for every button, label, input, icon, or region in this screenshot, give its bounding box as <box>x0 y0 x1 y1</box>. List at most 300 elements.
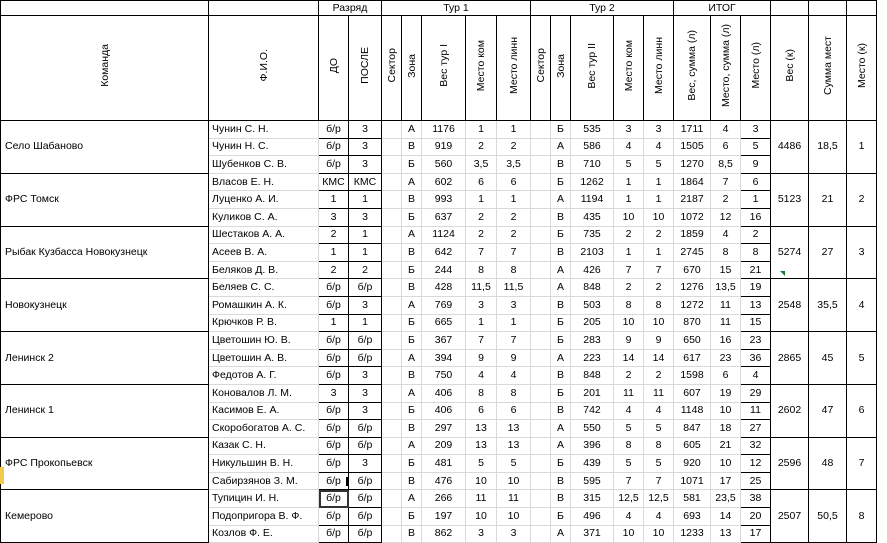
cell-sektor1[interactable] <box>382 226 402 244</box>
cell-fio[interactable]: Чунин Н. С. <box>209 138 319 156</box>
cell-mesto-kom2[interactable]: 2 <box>614 226 644 244</box>
cell-zona1[interactable]: Б <box>402 508 422 526</box>
cell-zona1[interactable]: А <box>402 173 422 191</box>
cell-posle[interactable]: б/р <box>349 437 382 455</box>
cell-zona2[interactable]: В <box>551 156 571 174</box>
cell-mesto-kom1[interactable]: 13 <box>466 437 497 455</box>
cell-posle[interactable]: 1 <box>349 226 382 244</box>
cell-do[interactable]: КМС <box>319 173 349 191</box>
cell-fio[interactable]: Казак С. Н. <box>209 437 319 455</box>
cell-zona1[interactable]: Б <box>402 332 422 350</box>
cell-mesto-l[interactable]: 4 <box>741 367 771 385</box>
cell-posle[interactable]: 2 <box>349 261 382 279</box>
cell-ves2[interactable]: 586 <box>571 138 614 156</box>
cell-ves1[interactable]: 406 <box>422 384 466 402</box>
cell-ves1[interactable]: 476 <box>422 472 466 490</box>
cell-mesto-sum[interactable]: 10 <box>711 402 741 420</box>
cell-mesto-linn1[interactable]: 10 <box>497 508 531 526</box>
cell-mesto-k[interactable]: 3 <box>847 226 877 279</box>
cell-sektor1[interactable] <box>382 314 402 332</box>
cell-ves-sum[interactable]: 870 <box>674 314 711 332</box>
team-name-cell[interactable]: Кемерово <box>1 490 209 543</box>
cell-fio[interactable]: Цветошин А. В. <box>209 349 319 367</box>
cell-ves-sum[interactable]: 670 <box>674 261 711 279</box>
cell-mesto-l[interactable]: 20 <box>741 508 771 526</box>
cell-posle[interactable]: б/р <box>349 420 382 438</box>
cell-sektor2[interactable] <box>531 191 551 209</box>
cell-summa-mest[interactable]: 50,5 <box>809 490 847 543</box>
cell-zona2[interactable]: Б <box>551 332 571 350</box>
cell-posle[interactable]: б/р <box>349 490 382 508</box>
cell-mesto-kom1[interactable]: 13 <box>466 420 497 438</box>
cell-mesto-linn2[interactable]: 5 <box>644 455 674 473</box>
cell-mesto-kom2[interactable]: 10 <box>614 314 644 332</box>
cell-zona1[interactable]: В <box>402 191 422 209</box>
cell-ves-sum[interactable]: 1071 <box>674 472 711 490</box>
cell-sektor1[interactable] <box>382 437 402 455</box>
cell-ves2[interactable]: 371 <box>571 525 614 543</box>
cell-ves-sum[interactable]: 1233 <box>674 525 711 543</box>
cell-mesto-sum[interactable]: 10 <box>711 455 741 473</box>
cell-mesto-linn1[interactable]: 10 <box>497 472 531 490</box>
cell-zona2[interactable]: А <box>551 525 571 543</box>
cell-ves1[interactable]: 266 <box>422 490 466 508</box>
cell-mesto-linn2[interactable]: 10 <box>644 525 674 543</box>
cell-mesto-kom1[interactable]: 1 <box>466 121 497 139</box>
cell-ves1[interactable]: 428 <box>422 279 466 297</box>
cell-zona2[interactable]: А <box>551 191 571 209</box>
cell-zona2[interactable]: Б <box>551 173 571 191</box>
group-tur2[interactable]: Тур 2 <box>531 1 674 16</box>
cell-sektor2[interactable] <box>531 508 551 526</box>
cell-mesto-linn2[interactable]: 7 <box>644 472 674 490</box>
cell-mesto-linn1[interactable]: 7 <box>497 244 531 262</box>
cell-sektor1[interactable] <box>382 472 402 490</box>
cell-posle[interactable]: 1 <box>349 244 382 262</box>
col-team[interactable]: Команда <box>1 16 209 121</box>
cell-mesto-linn1[interactable]: 8 <box>497 261 531 279</box>
cell-ves2[interactable]: 595 <box>571 472 614 490</box>
cell-mesto-kom1[interactable]: 1 <box>466 314 497 332</box>
header-blank-cell[interactable] <box>809 1 847 16</box>
cell-sektor1[interactable] <box>382 384 402 402</box>
cell-zona2[interactable]: В <box>551 367 571 385</box>
cell-ves1[interactable]: 197 <box>422 508 466 526</box>
cell-mesto-kom2[interactable]: 5 <box>614 156 644 174</box>
cell-zona2[interactable]: Б <box>551 508 571 526</box>
cell-mesto-kom1[interactable]: 7 <box>466 332 497 350</box>
cell-fio[interactable]: Касимов Е. А. <box>209 402 319 420</box>
cell-mesto-kom1[interactable]: 10 <box>466 472 497 490</box>
cell-ves-sum[interactable]: 920 <box>674 455 711 473</box>
cell-mesto-kom1[interactable]: 11 <box>466 490 497 508</box>
cell-mesto-sum[interactable]: 6 <box>711 367 741 385</box>
cell-fio[interactable]: Крючков Р. В. <box>209 314 319 332</box>
cell-zona2[interactable]: Б <box>551 384 571 402</box>
cell-mesto-linn2[interactable]: 4 <box>644 402 674 420</box>
col-ves-k[interactable]: Вес (к) <box>771 16 809 121</box>
cell-zona2[interactable]: Б <box>551 226 571 244</box>
cell-mesto-sum[interactable]: 14 <box>711 508 741 526</box>
col-mesto-k[interactable]: Место (к) <box>847 16 877 121</box>
cell-ves-k[interactable]: 2596 <box>771 437 809 490</box>
cell-do[interactable]: 1 <box>319 244 349 262</box>
cell-ves-sum[interactable]: 1072 <box>674 208 711 226</box>
cell-sektor1[interactable] <box>382 191 402 209</box>
cell-mesto-sum[interactable]: 7 <box>711 173 741 191</box>
cell-zona2[interactable]: Б <box>551 455 571 473</box>
cell-do[interactable]: б/р <box>319 156 349 174</box>
cell-mesto-linn2[interactable]: 9 <box>644 332 674 350</box>
cell-mesto-kom2[interactable]: 14 <box>614 349 644 367</box>
cell-posle[interactable]: б/р <box>349 525 382 543</box>
cell-ves-sum[interactable]: 1505 <box>674 138 711 156</box>
cell-mesto-linn1[interactable]: 1 <box>497 121 531 139</box>
cell-ves1[interactable]: 406 <box>422 402 466 420</box>
cell-fio[interactable]: Власов Е. Н. <box>209 173 319 191</box>
cell-ves1[interactable]: 244 <box>422 261 466 279</box>
cell-mesto-kom2[interactable]: 8 <box>614 437 644 455</box>
cell-mesto-kom2[interactable]: 10 <box>614 525 644 543</box>
cell-fio[interactable]: Подопригора В. Ф. <box>209 508 319 526</box>
cell-ves1[interactable]: 394 <box>422 349 466 367</box>
cell-zona2[interactable]: В <box>551 472 571 490</box>
cell-do[interactable]: б/р <box>319 455 349 473</box>
cell-posle[interactable]: б/р <box>349 332 382 350</box>
cell-mesto-kom2[interactable]: 1 <box>614 244 644 262</box>
cell-mesto-kom1[interactable]: 2 <box>466 138 497 156</box>
cell-do[interactable]: б/р <box>319 367 349 385</box>
cell-ves1[interactable]: 367 <box>422 332 466 350</box>
team-name-cell[interactable]: ФРС Прокопьевск <box>1 437 209 490</box>
cell-mesto-sum[interactable]: 23 <box>711 349 741 367</box>
cell-sektor1[interactable] <box>382 138 402 156</box>
header-blank-cell[interactable] <box>209 1 319 16</box>
cell-mesto-sum[interactable]: 4 <box>711 226 741 244</box>
cell-mesto-l[interactable]: 17 <box>741 525 771 543</box>
cell-mesto-linn1[interactable]: 11,5 <box>497 279 531 297</box>
cell-sektor1[interactable] <box>382 349 402 367</box>
cell-mesto-kom2[interactable]: 9 <box>614 332 644 350</box>
col-mesto-linn2[interactable]: Место линн <box>644 16 674 121</box>
cell-ves-sum[interactable]: 605 <box>674 437 711 455</box>
cell-ves-sum[interactable]: 2745 <box>674 244 711 262</box>
cell-mesto-l[interactable]: 5 <box>741 138 771 156</box>
cell-mesto-kom2[interactable]: 11 <box>614 384 644 402</box>
cell-sektor2[interactable] <box>531 208 551 226</box>
cell-mesto-l[interactable]: 15 <box>741 314 771 332</box>
cell-mesto-sum[interactable]: 11 <box>711 314 741 332</box>
cell-ves2[interactable]: 1194 <box>571 191 614 209</box>
cell-fio[interactable]: Никульшин В. Н. <box>209 455 319 473</box>
cell-ves1[interactable]: 919 <box>422 138 466 156</box>
cell-do[interactable]: б/р <box>319 121 349 139</box>
cell-ves-sum[interactable]: 1270 <box>674 156 711 174</box>
team-name-cell[interactable]: Село Шабаново <box>1 121 209 174</box>
cell-ves1[interactable]: 297 <box>422 420 466 438</box>
cell-mesto-linn1[interactable]: 6 <box>497 402 531 420</box>
cell-mesto-linn2[interactable]: 14 <box>644 349 674 367</box>
cell-mesto-linn2[interactable]: 2 <box>644 226 674 244</box>
cell-zona1[interactable]: В <box>402 525 422 543</box>
cell-sektor2[interactable] <box>531 420 551 438</box>
cell-ves1[interactable]: 209 <box>422 437 466 455</box>
cell-mesto-sum[interactable]: 2 <box>711 191 741 209</box>
cell-ves2[interactable]: 735 <box>571 226 614 244</box>
col-zona2[interactable]: Зона <box>551 16 571 121</box>
header-blank-cell[interactable] <box>847 1 877 16</box>
cell-mesto-k[interactable]: 6 <box>847 384 877 437</box>
cell-mesto-l[interactable]: 13 <box>741 296 771 314</box>
cell-mesto-k[interactable]: 7 <box>847 437 877 490</box>
cell-mesto-kom2[interactable]: 4 <box>614 508 644 526</box>
cell-zona2[interactable]: Б <box>551 314 571 332</box>
cell-mesto-linn1[interactable]: 5 <box>497 455 531 473</box>
cell-mesto-linn2[interactable]: 11 <box>644 384 674 402</box>
cell-mesto-linn1[interactable]: 3 <box>497 525 531 543</box>
cell-ves1[interactable]: 1176 <box>422 121 466 139</box>
cell-ves2[interactable]: 710 <box>571 156 614 174</box>
cell-sektor2[interactable] <box>531 490 551 508</box>
cell-summa-mest[interactable]: 27 <box>809 226 847 279</box>
cell-sektor2[interactable] <box>531 525 551 543</box>
cell-do[interactable]: б/р <box>319 138 349 156</box>
cell-fio[interactable]: Луценко А. И. <box>209 191 319 209</box>
cell-ves2[interactable]: 503 <box>571 296 614 314</box>
cell-sektor2[interactable] <box>531 296 551 314</box>
cell-mesto-kom1[interactable]: 11,5 <box>466 279 497 297</box>
cell-zona1[interactable]: В <box>402 420 422 438</box>
cell-mesto-linn2[interactable]: 1 <box>644 173 674 191</box>
col-summa-mest[interactable]: Сумма мест <box>809 16 847 121</box>
cell-mesto-sum[interactable]: 13 <box>711 525 741 543</box>
cell-do[interactable]: б/р <box>319 490 349 508</box>
cell-ves2[interactable]: 283 <box>571 332 614 350</box>
cell-posle[interactable]: 1 <box>349 314 382 332</box>
cell-ves-sum[interactable]: 650 <box>674 332 711 350</box>
cell-sektor1[interactable] <box>382 367 402 385</box>
cell-ves2[interactable]: 742 <box>571 402 614 420</box>
cell-zona2[interactable]: В <box>551 490 571 508</box>
cell-do[interactable]: б/р <box>319 472 349 490</box>
cell-mesto-kom2[interactable]: 12,5 <box>614 490 644 508</box>
cell-ves-sum[interactable]: 1272 <box>674 296 711 314</box>
cell-mesto-k[interactable]: 2 <box>847 173 877 226</box>
cell-mesto-l[interactable]: 25 <box>741 472 771 490</box>
cell-do[interactable]: б/р <box>319 437 349 455</box>
header-blank-cell[interactable] <box>771 1 809 16</box>
cell-mesto-kom2[interactable]: 2 <box>614 367 644 385</box>
col-ves-sum[interactable]: Вес, сумма (л) <box>674 16 711 121</box>
cell-mesto-linn2[interactable]: 8 <box>644 437 674 455</box>
cell-mesto-l[interactable]: 29 <box>741 384 771 402</box>
cell-ves-sum[interactable]: 1864 <box>674 173 711 191</box>
cell-sektor2[interactable] <box>531 279 551 297</box>
cell-fio[interactable]: Сабирзянов З. М. <box>209 472 319 490</box>
cell-posle[interactable]: КМС <box>349 173 382 191</box>
cell-mesto-k[interactable]: 4 <box>847 279 877 332</box>
cell-zona1[interactable]: А <box>402 349 422 367</box>
cell-do[interactable]: б/р <box>319 349 349 367</box>
cell-sektor2[interactable] <box>531 455 551 473</box>
cell-mesto-kom1[interactable]: 3,5 <box>466 156 497 174</box>
cell-sektor1[interactable] <box>382 208 402 226</box>
cell-fio[interactable]: Ромашкин А. К. <box>209 296 319 314</box>
cell-mesto-sum[interactable]: 23,5 <box>711 490 741 508</box>
cell-zona1[interactable]: А <box>402 490 422 508</box>
cell-zona1[interactable]: В <box>402 244 422 262</box>
cell-sektor2[interactable] <box>531 314 551 332</box>
cell-ves1[interactable]: 862 <box>422 525 466 543</box>
cell-do[interactable]: б/р <box>319 508 349 526</box>
cell-sektor2[interactable] <box>531 367 551 385</box>
cell-mesto-kom2[interactable]: 8 <box>614 296 644 314</box>
cell-mesto-kom2[interactable]: 4 <box>614 402 644 420</box>
cell-posle[interactable]: 3 <box>349 138 382 156</box>
cell-summa-mest[interactable]: 35,5 <box>809 279 847 332</box>
cell-mesto-kom2[interactable]: 7 <box>614 472 644 490</box>
cell-ves-sum[interactable]: 1598 <box>674 367 711 385</box>
cell-mesto-k[interactable]: 8 <box>847 490 877 543</box>
cell-mesto-l[interactable]: 9 <box>741 156 771 174</box>
cell-posle[interactable]: 3 <box>349 208 382 226</box>
cell-zona1[interactable]: Б <box>402 455 422 473</box>
cell-mesto-kom1[interactable]: 9 <box>466 349 497 367</box>
cell-mesto-linn1[interactable]: 9 <box>497 349 531 367</box>
cell-mesto-linn1[interactable]: 1 <box>497 314 531 332</box>
cell-sektor1[interactable] <box>382 402 402 420</box>
cell-ves-sum[interactable]: 581 <box>674 490 711 508</box>
cell-mesto-linn2[interactable]: 7 <box>644 261 674 279</box>
cell-sektor2[interactable] <box>531 402 551 420</box>
cell-fio[interactable]: Скоробогатов А. С. <box>209 420 319 438</box>
cell-mesto-sum[interactable]: 13,5 <box>711 279 741 297</box>
team-name-cell[interactable]: Ленинск 1 <box>1 384 209 437</box>
cell-sektor2[interactable] <box>531 472 551 490</box>
cell-fio[interactable]: Куликов С. А. <box>209 208 319 226</box>
cell-zona2[interactable]: В <box>551 244 571 262</box>
col-fio[interactable]: Ф.И.О. <box>209 16 319 121</box>
group-tur1[interactable]: Тур 1 <box>382 1 531 16</box>
cell-ves2[interactable]: 1262 <box>571 173 614 191</box>
cell-mesto-linn2[interactable]: 10 <box>644 208 674 226</box>
col-do[interactable]: ДО <box>319 16 349 121</box>
cell-mesto-l[interactable]: 21 <box>741 261 771 279</box>
cell-fio[interactable]: Коновалов Л. М. <box>209 384 319 402</box>
cell-mesto-linn1[interactable]: 1 <box>497 191 531 209</box>
cell-sektor2[interactable] <box>531 332 551 350</box>
cell-sektor2[interactable] <box>531 349 551 367</box>
cell-fio[interactable]: Беляков Д. В. <box>209 261 319 279</box>
cell-mesto-sum[interactable]: 4 <box>711 121 741 139</box>
cell-mesto-l[interactable]: 11 <box>741 402 771 420</box>
cell-ves1[interactable]: 481 <box>422 455 466 473</box>
col-sektor1[interactable]: Сектор <box>382 16 402 121</box>
cell-mesto-linn2[interactable]: 8 <box>644 296 674 314</box>
cell-posle[interactable]: б/р <box>349 472 382 490</box>
cell-ves-k[interactable]: 2548 <box>771 279 809 332</box>
cell-sektor2[interactable] <box>531 261 551 279</box>
cell-ves1[interactable]: 993 <box>422 191 466 209</box>
cell-mesto-kom2[interactable]: 2 <box>614 279 644 297</box>
cell-ves-sum[interactable]: 1859 <box>674 226 711 244</box>
cell-zona1[interactable]: Б <box>402 261 422 279</box>
cell-do[interactable]: 2 <box>319 226 349 244</box>
cell-mesto-linn1[interactable]: 13 <box>497 437 531 455</box>
cell-mesto-linn2[interactable]: 5 <box>644 420 674 438</box>
cell-ves-k[interactable]: 2507 <box>771 490 809 543</box>
cell-summa-mest[interactable]: 18,5 <box>809 121 847 174</box>
cell-ves1[interactable]: 602 <box>422 173 466 191</box>
cell-mesto-linn1[interactable]: 13 <box>497 420 531 438</box>
cell-posle[interactable]: 3 <box>349 367 382 385</box>
cell-mesto-linn2[interactable]: 4 <box>644 138 674 156</box>
cell-zona2[interactable]: В <box>551 296 571 314</box>
col-ves2[interactable]: Вес тур II <box>571 16 614 121</box>
cell-sektor2[interactable] <box>531 244 551 262</box>
cell-mesto-sum[interactable]: 12 <box>711 208 741 226</box>
cell-sektor1[interactable] <box>382 279 402 297</box>
cell-mesto-linn1[interactable]: 3,5 <box>497 156 531 174</box>
cell-zona2[interactable]: В <box>551 208 571 226</box>
cell-sektor1[interactable] <box>382 261 402 279</box>
cell-ves2[interactable]: 201 <box>571 384 614 402</box>
cell-ves-k[interactable]: 2602 <box>771 384 809 437</box>
cell-sektor2[interactable] <box>531 121 551 139</box>
cell-zona1[interactable]: А <box>402 384 422 402</box>
cell-ves2[interactable]: 396 <box>571 437 614 455</box>
cell-ves1[interactable]: 642 <box>422 244 466 262</box>
cell-ves-k[interactable]: 5274 <box>771 226 809 279</box>
cell-mesto-l[interactable]: 1 <box>741 191 771 209</box>
cell-sektor1[interactable] <box>382 173 402 191</box>
cell-zona1[interactable]: Б <box>402 156 422 174</box>
cell-zona1[interactable]: В <box>402 279 422 297</box>
team-name-cell[interactable]: Новокузнецк <box>1 279 209 332</box>
cell-sektor1[interactable] <box>382 508 402 526</box>
cell-ves2[interactable]: 205 <box>571 314 614 332</box>
cell-mesto-l[interactable]: 38 <box>741 490 771 508</box>
cell-zona2[interactable]: А <box>551 349 571 367</box>
cell-ves2[interactable]: 2103 <box>571 244 614 262</box>
cell-ves2[interactable]: 435 <box>571 208 614 226</box>
cell-mesto-l[interactable]: 16 <box>741 208 771 226</box>
cell-mesto-kom1[interactable]: 6 <box>466 173 497 191</box>
cell-mesto-sum[interactable]: 8,5 <box>711 156 741 174</box>
cell-mesto-linn1[interactable]: 11 <box>497 490 531 508</box>
cell-mesto-linn1[interactable]: 7 <box>497 332 531 350</box>
col-posle[interactable]: ПОСЛЕ <box>349 16 382 121</box>
cell-zona2[interactable]: А <box>551 261 571 279</box>
cell-mesto-linn1[interactable]: 2 <box>497 208 531 226</box>
cell-ves1[interactable]: 665 <box>422 314 466 332</box>
cell-zona2[interactable]: А <box>551 279 571 297</box>
cell-ves1[interactable]: 637 <box>422 208 466 226</box>
cell-sektor2[interactable] <box>531 226 551 244</box>
cell-do[interactable]: б/р <box>319 296 349 314</box>
cell-zona2[interactable]: В <box>551 402 571 420</box>
cell-zona1[interactable]: В <box>402 138 422 156</box>
header-blank-cell[interactable] <box>1 1 209 16</box>
group-razryad[interactable]: Разряд <box>319 1 382 16</box>
cell-ves2[interactable]: 223 <box>571 349 614 367</box>
cell-sektor2[interactable] <box>531 384 551 402</box>
cell-ves2[interactable]: 848 <box>571 279 614 297</box>
cell-mesto-linn2[interactable]: 2 <box>644 279 674 297</box>
cell-zona1[interactable]: Б <box>402 314 422 332</box>
cell-ves-sum[interactable]: 617 <box>674 349 711 367</box>
cell-posle[interactable]: 3 <box>349 455 382 473</box>
